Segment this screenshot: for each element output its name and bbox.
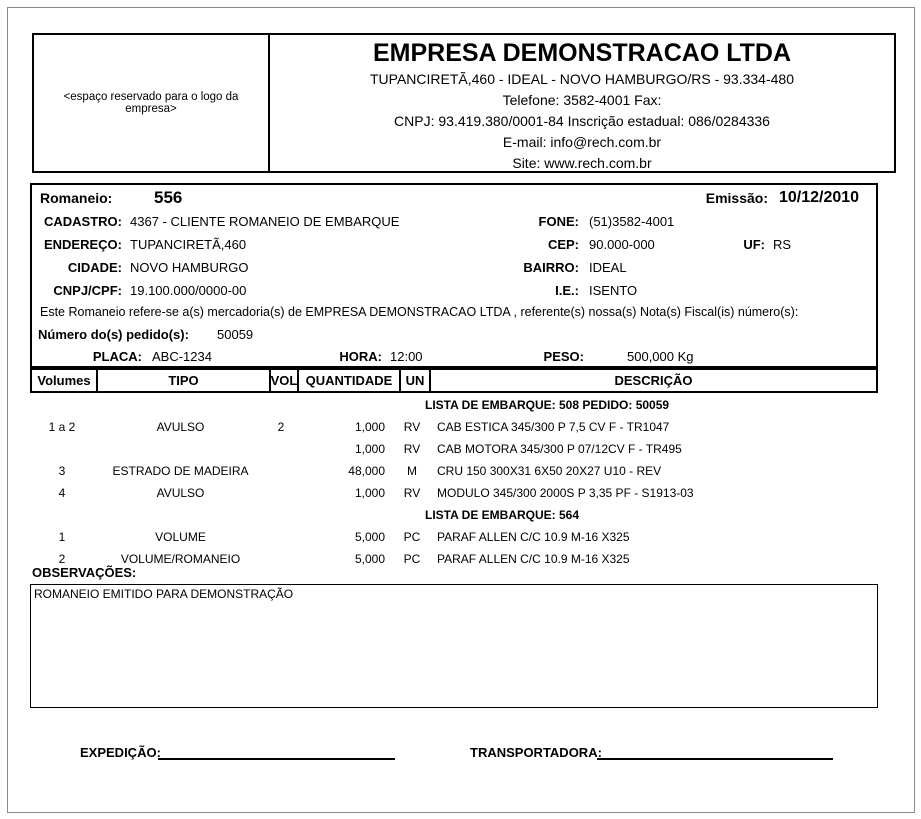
cell-descricao: MODULO 345/300 2000S P 3,35 PF - S1913-03: [437, 486, 694, 500]
uf-value: RS: [773, 237, 792, 252]
cnpj-cpf-value: 19.100.000/0000-00: [130, 283, 247, 298]
romaneio-number: 556: [154, 188, 183, 207]
column-header-descricao: DESCRIÇÃO: [429, 370, 876, 391]
cadastro-label: CADASTRO:: [44, 214, 122, 229]
ie-value: ISENTO: [589, 283, 638, 298]
company-info-cell: [270, 35, 894, 171]
section-header-row: LISTA DE EMBARQUE: 564: [425, 508, 580, 522]
cell-volumes: 4: [58, 486, 66, 500]
cell-quantidade: 48,000: [348, 464, 385, 478]
observacoes-label: OBSERVAÇÕES:: [32, 565, 137, 580]
observacoes-text: ROMANEIO EMITIDO PARA DEMONSTRAÇÃO: [34, 587, 294, 601]
cell-tipo: ESTRADO DE MADEIRA: [112, 464, 249, 478]
company-header-box: [32, 33, 896, 173]
fone-value: (51)3582-4001: [589, 214, 675, 229]
cell-quantidade: 1,000: [354, 420, 385, 434]
endereco-value: TUPANCIRETÃ,460: [130, 237, 247, 252]
romaneio-label: Romaneio:: [40, 190, 113, 206]
company-email: E-mail: info@rech.com.br: [502, 134, 662, 150]
pedidos-row: [32, 327, 876, 345]
placa-value: ABC-1234: [152, 349, 212, 364]
cell-tipo: VOLUME: [155, 530, 206, 544]
placa-label: PLACA:: [92, 349, 142, 364]
endereco-label: ENDEREÇO:: [43, 237, 122, 252]
table-row: [30, 548, 878, 570]
cadastro-value: 4367 - CLIENTE ROMANEIO DE EMBARQUE: [130, 214, 400, 229]
cell-un: PC: [403, 530, 421, 544]
company-address: TUPANCIRETÃ,460 - IDEAL - NOVO HAMBURGO/RS - 93.334-480: [369, 71, 794, 87]
cadastro-row: [32, 214, 876, 232]
column-header-quantidade: QUANTIDADE: [297, 370, 399, 391]
cell-un: RV: [403, 420, 421, 434]
endereco-row: [32, 237, 876, 255]
logo-placeholder-text: <espaço reservado para o logo da empresa>: [63, 91, 239, 115]
table-row: [30, 438, 878, 460]
cep-value: 90.000-000: [589, 237, 655, 252]
cell-volumes: 3: [58, 464, 66, 478]
cell-quantidade: 1,000: [354, 486, 385, 500]
romaneio-info-box: [30, 183, 878, 368]
cell-un: RV: [403, 486, 421, 500]
table-row: [30, 460, 878, 482]
items-table-header: [30, 368, 878, 393]
table-row: [30, 482, 878, 504]
placa-hora-peso-row: [32, 349, 876, 367]
company-cnpj: CNPJ: 93.419.380/0001-84 Inscrição estadual: 086/0284336: [394, 113, 770, 129]
hora-value: 12:00: [390, 349, 423, 364]
cell-un: M: [407, 464, 417, 478]
expedicao-label: EXPEDIÇÃO:: [80, 745, 161, 760]
cell-tipo: AVULSO: [156, 486, 205, 500]
company-phone: Telefone: 3582-4001 Fax:: [502, 92, 662, 108]
emissao-label: Emissão:: [705, 190, 768, 206]
fone-label: FONE:: [538, 214, 579, 229]
cell-vol: 2: [277, 420, 285, 434]
cell-un: PC: [403, 552, 421, 566]
column-header-tipo: TIPO: [96, 370, 269, 391]
cell-un: RV: [403, 442, 421, 456]
cell-quantidade: 5,000: [354, 552, 385, 566]
cnpj-row: [32, 283, 876, 301]
cidade-value: NOVO HAMBURGO: [130, 260, 249, 275]
table-row: [30, 416, 878, 438]
cell-volumes: 1: [58, 530, 66, 544]
cell-tipo: VOLUME/ROMANEIO: [120, 552, 241, 566]
company-name: EMPRESA DEMONSTRACAO LTDA: [372, 39, 792, 67]
section-header-row: LISTA DE EMBARQUE: 508 PEDIDO: 50059: [425, 398, 670, 412]
reference-row: [32, 305, 876, 323]
reference-text: Este Romaneio refere-se a(s) mercadoria(s) de EMPRESA DEMONSTRACAO LTDA , referente(s) nossa(s) Nota(s) Fiscal(is) número(s):: [40, 305, 799, 319]
cep-label: CEP:: [547, 237, 579, 252]
cidade-row: [32, 260, 876, 278]
cell-descricao: CAB ESTICA 345/300 P 7,5 CV F - TR1047: [437, 420, 670, 434]
bairro-value: IDEAL: [589, 260, 627, 275]
expedicao-signature-line: [158, 742, 395, 760]
cell-volumes: 2: [58, 552, 66, 566]
logo-placeholder-cell: [34, 35, 270, 171]
cnpj-cpf-label: CNPJ/CPF:: [53, 283, 122, 298]
pedidos-value: 50059: [217, 327, 254, 342]
cell-quantidade: 5,000: [354, 530, 385, 544]
cell-descricao: CRU 150 300X31 6X50 20X27 U10 - REV: [437, 464, 662, 478]
peso-label: PESO:: [543, 349, 584, 364]
table-row: [30, 526, 878, 548]
cell-descricao: CAB MOTORA 345/300 P 07/12CV F - TR495: [437, 442, 682, 456]
pedidos-label: Número do(s) pedido(s):: [38, 327, 189, 342]
items-table-body: [30, 394, 878, 570]
cell-tipo: AVULSO: [156, 420, 205, 434]
ie-label: I.E.:: [555, 283, 579, 298]
peso-value: 500,000 Kg: [627, 349, 694, 364]
observacoes-box: [30, 584, 878, 708]
cell-descricao: PARAF ALLEN C/C 10.9 M-16 X325: [437, 530, 630, 544]
cell-volumes: 1 a 2: [48, 420, 76, 434]
transportadora-signature-line: [597, 742, 833, 760]
bairro-label: BAIRRO:: [523, 260, 579, 275]
column-header-vol: VOL: [269, 370, 297, 391]
hora-label: HORA:: [339, 349, 382, 364]
uf-label: UF:: [743, 237, 765, 252]
column-header-volumes: Volumes: [37, 373, 91, 388]
romaneio-title-row: [32, 190, 876, 208]
emissao-value: 10/12/2010: [779, 189, 860, 206]
transportadora-label: TRANSPORTADORA:: [470, 745, 602, 760]
cidade-label: CIDADE:: [67, 260, 122, 275]
cell-quantidade: 1,000: [354, 442, 385, 456]
column-header-un: UN: [399, 370, 429, 391]
company-site: Site: www.rech.com.br: [512, 155, 652, 171]
cell-descricao: PARAF ALLEN C/C 10.9 M-16 X325: [437, 552, 630, 566]
